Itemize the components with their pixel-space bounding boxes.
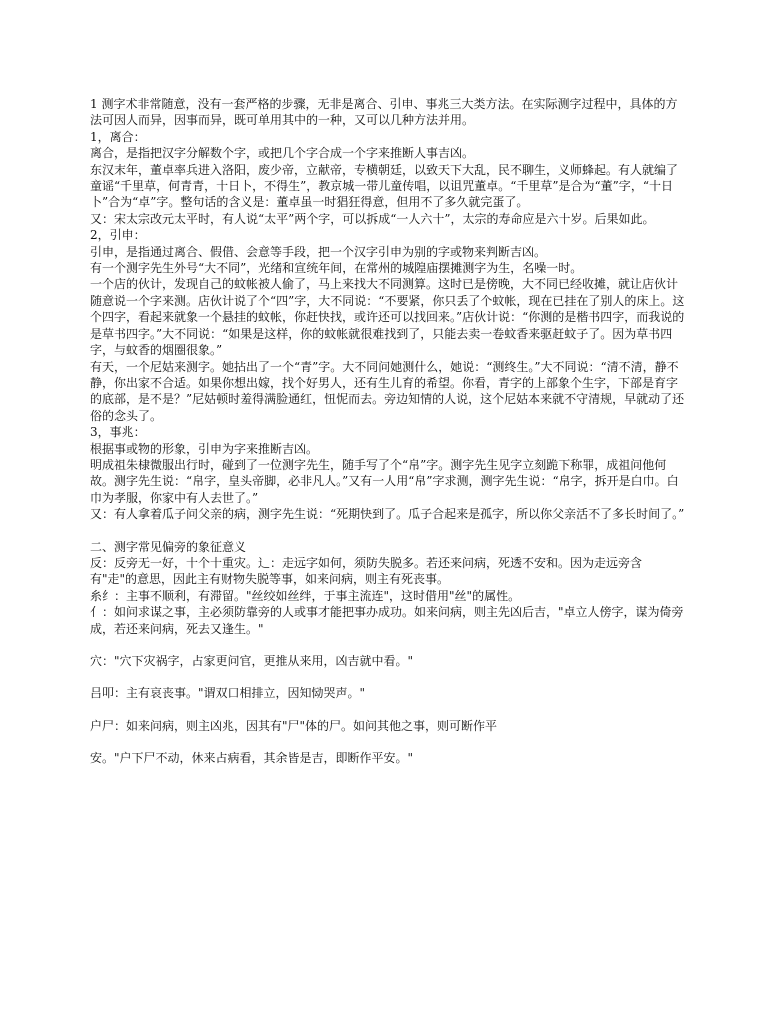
paragraph: 户尸：如来问病，则主凶兆，因其有"尸"体的尸。如问其他之事，则可断作平 [90,718,498,733]
paragraph: 安。"户下尸不动，休来占病看，其余皆是吉，即断作平安。" [90,751,414,766]
paragraph: 根据事或物的形象，引申为字来推断吉凶。 [90,441,319,456]
paragraph: 穴："穴下灾祸字，占家更问官，更推从来用，凶吉就中看。" [90,654,414,668]
heading-extension: 2，引申： [90,228,146,243]
paragraph: 糸纟：主事不顺利，有滞留。"丝绞如丝绊，于事主流连"，这时借用"丝"的属性。 [90,588,521,603]
paragraph: 亻：如问求谋之事，主必须防靠旁的人或事才能把事办成功。如来问病，则主先凶后吉，"卓立人傍字，谋为倚旁成，若还来问病，死去又逢生。" [90,605,684,636]
blank-line [90,637,688,653]
paragraph: 离合，是指把汉字分解数个字，或把几个字合成一个字来推断人事吉凶。 [90,146,475,161]
blank-line [90,734,688,750]
paragraph: 反：反旁无一好，十个十重灾。辶：走远字如何，须防失脱多。若还来问病，死透不安和。因为走远旁含有"走"的意思，因此主有财物失脱等事，如来问病，则主有死丧事。 [90,555,643,587]
paragraph: 吕叩：主有哀丧事。"谓双口相排立，因知恸哭声。" [90,686,366,701]
paragraph: 有天，一个尼姑来测字。她拈出了一个“青”字。大不同问她测什么，她说：“测终生。”大不同说：“清不清，静不静，你出家不合适。如果你想出嫁，找个好男人，还有生儿育的希望。你看，青字的上部象个生字，下部是育字的底部，是不是？”尼姑顿时羞得满脸通红，忸怩而去。旁边知情的人说，这个尼姑本来就不守清规，早就动了还俗的念头了。 [90,359,685,423]
paragraph-intro: 1 测字术非常随意，没有一套严格的步骤，无非是离合、引申、事兆三大类方法。在实际测字过程中，具体的方法可因人而异，因事而异，既可单用其中的一种，又可以几种方法并用。 [90,97,678,128]
section-heading-radicals: 二、测字常见偏旁的象征意义 [90,539,247,554]
paragraph: 东汉末年，董卓率兵进入洛阳，废少帝，立献帝，专横朝廷，以致天下大乱，民不聊生，义师蜂起。有人就编了童谣“千里草，何青青，十日卜，不得生”，教京城一带儿童传唱，以诅咒董卓。“千里草”是合为“董”字，“十日卜”合为“卓”字。整句话的含义是：董卓虽一时猖狂得意，但用不了多久就完蛋了。 [90,162,679,210]
heading-omen: 3，事兆： [90,425,146,440]
blank-line [90,669,688,685]
blank-line [90,702,688,718]
paragraph: 有一个测字先生外号“大不同”，光绪和宣统年间，在常州的城隍庙摆摊测字为生，名噪一时。 [90,261,583,276]
paragraph: 明成祖朱棣微服出行时，碰到了一位测字先生，随手写了个“帛”字。测字先生见字立刻跪下称罪，成祖问他何故。测字先生说：“帛字，皇头帝脚，必非凡人。”又有一人用“帛”字求测，测字先生说：“帛字，拆开是白巾。白巾为孝服，你家中有人去世了。” [90,457,679,505]
paragraph: 引申，是指通过离合、假借、会意等手段，把一个汉字引申为别的字或物来判断吉凶。 [90,244,547,259]
paragraph: 又：有人拿着瓜子问父亲的病，测字先生说：“死期快到了。瓜子合起来是孤字，所以你父亲活不了多长时间了。” [90,507,685,522]
heading-separation: 1，离合： [90,129,146,144]
paragraph: 又：宋太宗改元太平时，有人说“太平”两个字，可以拆成“一人六十”，太宗的寿命应是六十岁。后果如此。 [90,211,655,226]
document-body [90,96,688,767]
paragraph: 一个店的伙计，发现自己的蚊帐被人偷了，马上来找大不同测算。这时已是傍晚，大不同已经收摊，就让店伙计随意说一个字来测。店伙计说了个“四”字，大不同说：“不要紧，你只丢了个蚊帐，现在已挂在了别人的床上。这个四字，看起来就象一个悬挂的蚊帐，你赶快找，或许还可以找回来。”店伙计说：“你测的是楷书四字，而我说的是草书四字。”大不同说：“如果是这样，你的蚊帐就很难找到了，只能去卖一卷蚊香来驱赶蚊子了。因为草书四字，与蚊香的烟圈很象。” [90,277,685,358]
blank-line [90,523,688,539]
